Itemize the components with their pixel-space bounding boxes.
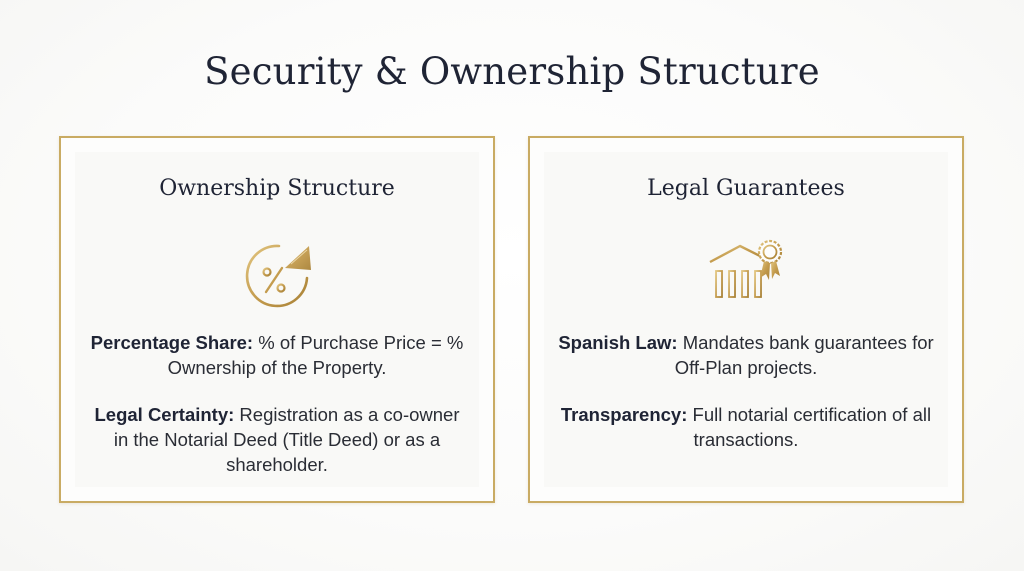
percentage-share-label: Percentage Share: — [90, 332, 254, 353]
legal-certainty-body: Registration as a co-owner in the Notarial Deed (Title Deed) or as a shareholder. — [113, 404, 460, 475]
spanish-law-body: Mandates bank guarantees for Off-Plan projects. — [674, 332, 934, 378]
percentage-pie-icon — [235, 234, 319, 312]
spanish-law-label: Spanish Law: — [558, 332, 678, 353]
transparency-body: Full notarial certification of all transactions. — [687, 404, 932, 450]
legal-certainty-text — [85, 402, 469, 477]
ownership-structure-card — [59, 136, 495, 503]
card-heading: Legal Guarantees — [647, 176, 845, 201]
spanish-law-text — [554, 330, 938, 380]
page-title: Security & Ownership Structure — [204, 50, 820, 93]
bank-seal-icon — [704, 234, 788, 312]
transparency-text — [554, 402, 938, 452]
percentage-share-body: % of Purchase Price = % Ownership of the Property. — [167, 332, 464, 378]
legal-certainty-label: Legal Certainty: — [94, 404, 235, 425]
legal-guarantees-card — [528, 136, 964, 503]
percentage-share-text — [85, 330, 469, 380]
transparency-label: Transparency: — [560, 404, 688, 425]
card-heading: Ownership Structure — [159, 176, 395, 201]
